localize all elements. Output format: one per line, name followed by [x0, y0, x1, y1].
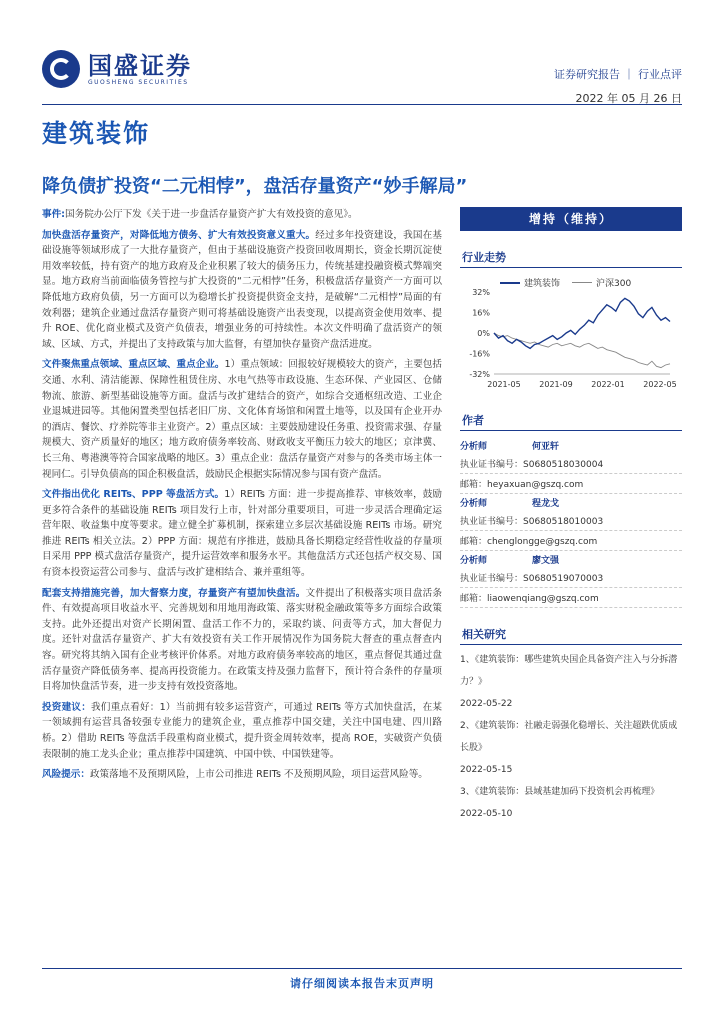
report-date: 2022 年 05 月 26 日: [575, 92, 682, 105]
related-section-title: 相关研究: [460, 624, 682, 645]
trend-chart: [460, 274, 682, 394]
paragraph-lead: 配套支持措施完善，加大督察力度，存量资产有望加快盘活。: [42, 587, 306, 599]
main-body: [42, 207, 442, 788]
paragraph-text: 经过多年投资建设，我国在基础设施等领域形成了一大批存量资产，但由于基础设施资产投资回收周期长，资金长期沉淀使用效率较低，持有资产的地方政府及企业积累了较大的债务压力，传统基建投融资模式弊端突显。地方政府当前面临债务管控与扩大投资的“二元相悖”任务，积极盘活存量资产一方面可以降低地方政府负债，另一方面可以为稳增长扩投资提供资金支持，是破解“二元相悖”局面的有效利器；建筑企业通过盘活存量资产则可将基础设施资产出表变现，以提高资金使用效率、提升 ROE、优化商业模式及资产负债表，增强业务的可持续性。本次文件明确了盘活资产的领域、区域、方式，并提出了支持政策与加大监督，有望加快存量资产盘活进度。: [42, 229, 443, 350]
related-item[interactable]: [460, 649, 682, 715]
event-paragraph: [42, 207, 442, 223]
related-date: 2022-05-15: [460, 765, 513, 775]
related-title[interactable]: 3、《建筑装饰：县域基建加码下投资机会再梳理》: [460, 787, 660, 797]
footer-disclaimer: 请仔细阅读本报告末页声明: [290, 977, 434, 990]
x-tick-label: 2022-01: [591, 380, 625, 389]
analyst-name: 何亚轩: [532, 442, 560, 452]
email-address[interactable]: heyaxuan@gszq.com: [487, 480, 584, 490]
paragraph-2: [42, 357, 442, 482]
license-number: S0680518010003: [523, 517, 604, 527]
analyst-role: 分析师: [460, 499, 488, 509]
analyst-role: 分析师: [460, 442, 488, 452]
analyst-license: [460, 511, 682, 531]
paragraph-lead: 文件聚焦重点领域、重点区域、重点企业。: [42, 359, 225, 371]
license-label: 执业证书编号：: [460, 517, 524, 527]
y-tick-label: 0%: [477, 329, 490, 338]
analyst-license: [460, 454, 682, 474]
analyst-list: [460, 437, 682, 608]
email-label: 邮箱：: [460, 537, 488, 547]
legend-item: [500, 276, 560, 289]
paragraph-6: [42, 767, 442, 783]
report-headline: 降负债扩投资“二元相悖”，盘活存量资产“妙手解局”: [42, 176, 468, 197]
license-number: S0680519070003: [523, 574, 604, 584]
analyst-entry: [460, 494, 682, 551]
report-type: 证券研究报告 ｜ 行业点评: [554, 68, 682, 81]
event-label: 事件:: [42, 209, 66, 220]
related-list: [460, 649, 682, 825]
analyst-entry: [460, 551, 682, 608]
paragraph-1: [42, 228, 442, 353]
paragraph-text: 政策落地不及预期风险，上市公司推进 REITs 不及预期风险，项目运营风险等。: [89, 769, 428, 781]
analyst-name: 廖文强: [532, 556, 560, 566]
rating-badge: 增持（维持）: [460, 207, 682, 231]
report-meta: [554, 66, 682, 106]
legend-label: 建筑装饰: [524, 279, 561, 289]
paragraph-5: [42, 700, 442, 762]
chart-legend: [500, 276, 631, 289]
license-label: 执业证书编号：: [460, 460, 524, 470]
paragraph-lead: 文件指出优化 REITs、PPP 等盘活方式。: [42, 489, 225, 501]
y-tick-label: 16%: [472, 308, 490, 318]
series-line: [494, 333, 670, 368]
related-date: 2022-05-22: [460, 699, 513, 709]
paragraph-text: 文件提出了积极落实项目盘活条件、有效提高项目收益水平、完善规划和用地用海政策、落实财税金融政策等多方面综合政策支持。此外还提出对资产长期闲置、盘活工作不力的，采取约谈、问责等方式，加大督促力度。还针对盘活存量资产、扩大有效投资有关工作开展情况作为国务院大督查的重点督查内容。研究将其纳入国有企业考核评价体系。对地方政府债务率较高的地区，重点督促其通过盘活存量资产降低债务率、提高再投资能力。在政策支持及强力监督下，预计符合条件的存量项目将加快盘活节奏，进一步支持有效投资落地。: [42, 587, 443, 693]
legend-label: 沪深300: [596, 279, 632, 289]
legend-item: [572, 276, 631, 289]
footer-divider: [42, 968, 682, 969]
x-tick-label: 2021-05: [487, 380, 521, 389]
license-number: S0680518030004: [523, 460, 604, 470]
logo-english: GUOSHENG SECURITIES: [88, 78, 189, 86]
analyst-email: [460, 474, 682, 494]
author-section-title: 作者: [460, 410, 682, 431]
x-tick-label: 2022-05: [643, 380, 677, 389]
analyst-role: 分析师: [460, 556, 488, 566]
analyst-email: [460, 588, 682, 608]
related-date: 2022-05-10: [460, 809, 513, 819]
license-label: 执业证书编号：: [460, 574, 524, 584]
analyst-license: [460, 568, 682, 588]
paragraph-text: 我们重点看好：1）当前拥有较多运营资产，可通过 REITs 等方式加快盘活，在某一领域拥有运营具备较强专业能力的建筑企业，重点推荐中国交建，关注中国电建、四川路桥。2）借助 REITs 等盘活手段重构商业模式，提升资金周转效率，提高 ROE，实破资产负债表限制的施工龙头企业；重点推荐中国建筑、中国中铁、中国铁建等。: [42, 701, 443, 760]
related-title[interactable]: 2、《建筑装饰：社融走弱强化稳增长、关注超跌优质成长股》: [460, 721, 678, 753]
analyst-name: 程龙戈: [532, 499, 560, 509]
chart-svg: [460, 274, 682, 394]
y-tick-label: 32%: [472, 288, 490, 297]
paragraph-text: 1）重点领域：回报较好规模较大的资产，主要包括交通、水利、清洁能源、保障性租赁住房、水电气热等市政设施、生态环保、产业园区、仓储物流、旅游、新型基础设施等方面。盘活与改扩建结合的资产，如综合交通枢纽改造、工业企业退城进园等。其他闲置类型包括老旧厂房、文化体育场馆和闲置土地等，以及国有企业开办的酒店、餐饮、疗养院等非主业资产。2）重点区域：主要鼓励建设任务重、投资需求强、存量规模大、资产质量好的地区；地方政府债务率较高、财政收支平衡压力较大的地区；京津冀、长三角、粤港澳等符合国家战略的地区。3）重点企业：盘活存量资产对参与的各类市场主体一视同仁。引导负债高的国企积极盘活，鼓励民企根据实际情况参与国有资产盘活。: [42, 359, 443, 480]
paragraph-3: [42, 487, 442, 581]
y-tick-label: -32%: [469, 370, 490, 379]
related-title[interactable]: 1、《建筑装饰：哪些建筑央国企具备资产注入与分拆潜力？》: [460, 655, 678, 687]
analyst-entry: [460, 437, 682, 494]
paragraph-lead: 风险提示：: [42, 769, 90, 781]
y-tick-label: -16%: [469, 349, 490, 359]
paragraph-4: [42, 586, 442, 695]
trend-section-title: 行业走势: [460, 247, 682, 268]
company-logo: [42, 50, 192, 88]
paragraph-lead: 投资建议：: [42, 701, 91, 713]
logo-icon: [42, 50, 80, 88]
header-divider: [42, 104, 682, 105]
analyst-email: [460, 531, 682, 551]
logo-name: 国盛证券: [88, 51, 192, 80]
legend-swatch: [572, 282, 592, 283]
email-label: 邮箱：: [460, 594, 488, 604]
x-tick-label: 2021-09: [539, 380, 573, 389]
legend-swatch: [500, 282, 520, 284]
related-item[interactable]: [460, 715, 682, 781]
event-text: 国务院办公厅下发《关于进一步盘活存量资产扩大有效投资的意见》。: [65, 209, 358, 220]
email-address[interactable]: liaowenqiang@gszq.com: [487, 594, 599, 604]
series-line: [494, 298, 670, 348]
email-label: 邮箱：: [460, 480, 488, 490]
paragraph-lead: 加快盘活存量资产，对降低地方债务、扩大有效投资意义重大。: [42, 229, 316, 241]
paragraph-text: 1）REITs 方面：进一步提高推荐、审核效率，鼓励更多符合条件的基础设施 REITs 项目发行上市，针对部分重要项目，可进一步灵活合理确定运营年限、收益集中度等要求。建立健全扩募机制，探索建立多层次基础设施 REITs 市场。研究推进 REITs 相关立法。2）PPP 方面：规范有序推进，鼓励具备长期稳定经营性收益的存量项目采用 PPP 模式盘活存量资产，提升运营效率和服务水平。其他盘活方式还包括产权交易、国有资本投资运营公司参与、盘活与改扩建相结合、兼并重组等。: [42, 489, 443, 579]
related-item[interactable]: [460, 781, 682, 825]
sidebar: [460, 207, 682, 825]
industry-title: 建筑装饰: [42, 119, 151, 148]
email-address[interactable]: chenglongge@gszq.com: [487, 537, 598, 547]
